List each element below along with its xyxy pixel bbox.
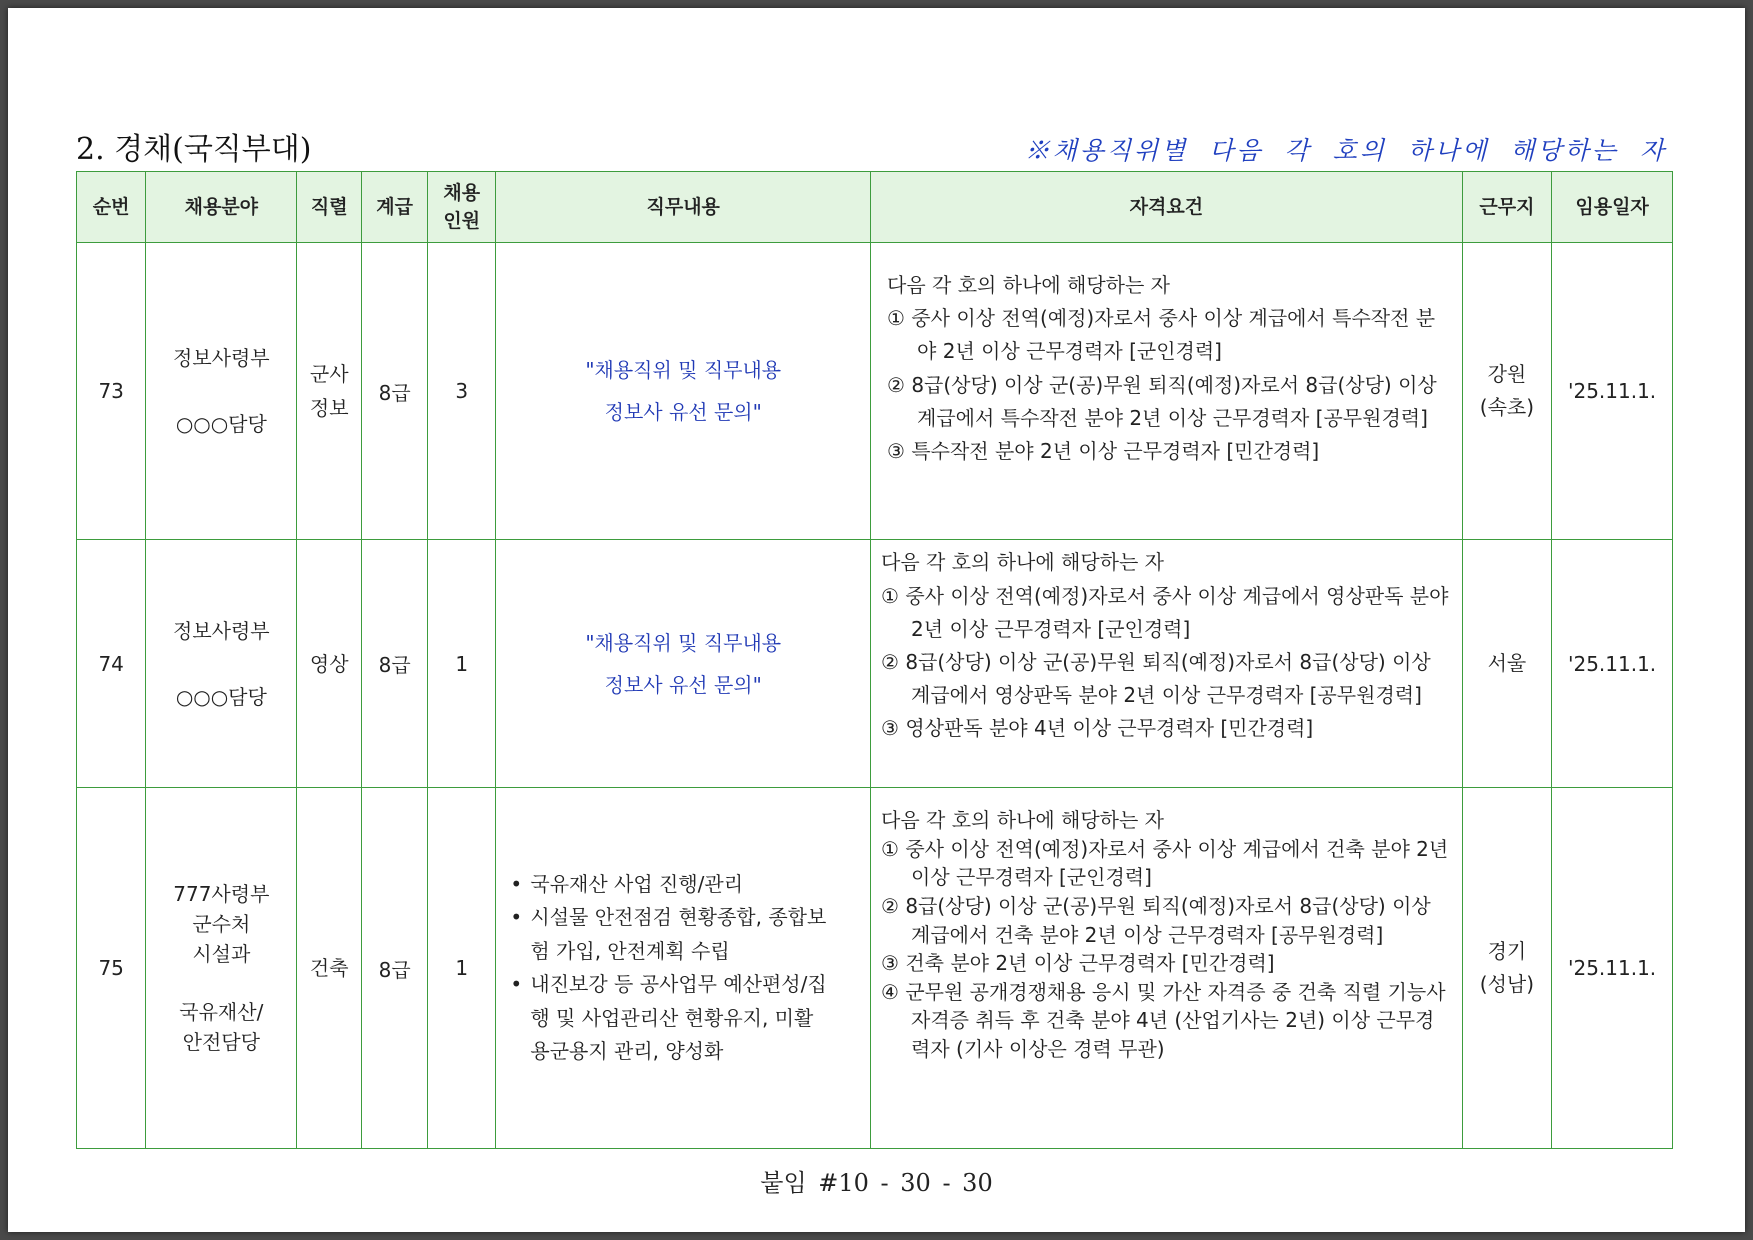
work-location: 강원 (속초) [1462, 243, 1551, 540]
table-row [77, 243, 1673, 540]
duties-quote: "채용직위 및 직무내용 [585, 358, 782, 383]
appointment-date: '25.11.1. [1552, 788, 1673, 1149]
qualifications [871, 788, 1463, 1149]
row-number: 75 [77, 788, 146, 1149]
field-line: 정보사령부 [173, 618, 270, 643]
grade: 8급 [362, 540, 428, 788]
header-cell: 계급 [362, 172, 428, 243]
table-row [77, 788, 1673, 1149]
qual-item: ② 8급(상당) 이상 군(공)무원 퇴직(예정)자로서 8급(상당) 이상 계급에서 건축 분야 2년 이상 근무경력자 [공무원경력] [881, 893, 1431, 947]
duties-quote: "채용직위 및 직무내용 [585, 630, 782, 655]
field-line: 시설과 [192, 942, 251, 967]
appointment-date: '25.11.1. [1552, 540, 1673, 788]
work-location: 서울 [1462, 540, 1551, 788]
field-line: 777사령부 [173, 882, 270, 907]
hire-count: 3 [428, 243, 496, 540]
eligibility-note: ※채용직위별 다음 각 호의 하나에 해당하는 자 [1024, 136, 1667, 165]
document-page [8, 8, 1745, 1232]
field-line: 국유재산/ [179, 1000, 264, 1025]
field-line: 군수처 [192, 912, 251, 937]
qual-item: ③ 영상판독 분야 4년 이상 근무경력자 [민간경력] [881, 716, 1314, 741]
list-item: • 내진보강 등 공사업무 예산편성/집행 및 사업관리산 현황유지, 미활용군용지 관리, 양성화 [508, 968, 870, 1069]
header-cell: 직렬 [297, 172, 362, 243]
duties [496, 243, 871, 540]
list-item: • 시설물 안전점검 현황종합, 종합보험 가입, 안전계획 수립 [508, 901, 870, 968]
row-number: 73 [77, 243, 146, 540]
qual-item: ② 8급(상당) 이상 군(공)무원 퇴직(예정)자로서 8급(상당) 이상 계급에서 영상판독 분야 2년 이상 근무경력자 [공무원경력] [881, 650, 1431, 708]
field-line: 정보사령부 [173, 346, 270, 371]
qual-item: ① 중사 이상 전역(예정)자로서 중사 이상 계급에서 특수작전 분야 2년 이상 근무경력자 [군인경력] [887, 306, 1436, 364]
qual-item: ③ 특수작전 분야 2년 이상 근무경력자 [민간경력] [887, 439, 1320, 464]
grade: 8급 [362, 788, 428, 1149]
job-series: 영상 [297, 540, 362, 788]
duties [496, 788, 871, 1149]
duties [496, 540, 871, 788]
recruit-field [146, 243, 297, 540]
quals-intro: 다음 각 호의 하나에 해당하는 자 [881, 550, 1164, 575]
recruit-field [146, 788, 297, 1149]
row-number: 74 [77, 540, 146, 788]
qual-item: ② 8급(상당) 이상 군(공)무원 퇴직(예정)자로서 8급(상당) 이상 계급에서 특수작전 분야 2년 이상 근무경력자 [공무원경력] [887, 372, 1437, 430]
qual-item: ④ 군무원 공개경쟁채용 응시 및 가산 자격증 중 건축 직렬 기능사 자격증 취득 후 건축 분야 4년 (산업기사는 2년) 이상 근무경력자 (기사 이상은 경력 무관) [881, 979, 1446, 1061]
header-cell: 채용 인원 [428, 172, 496, 243]
qualifications [871, 540, 1463, 788]
header-cell: 채용분야 [146, 172, 297, 243]
section-title: 2. 경채(국직부대) [76, 132, 312, 167]
qual-item: ③ 건축 분야 2년 이상 근무경력자 [민간경력] [881, 951, 1275, 976]
appointment-date: '25.11.1. [1552, 243, 1673, 540]
hire-count: 1 [428, 788, 496, 1149]
qualifications [871, 243, 1463, 540]
header-cell: 직무내용 [496, 172, 871, 243]
qual-item: ① 중사 이상 전역(예정)자로서 중사 이상 계급에서 건축 분야 2년 이상 근무경력자 [군인경력] [881, 836, 1449, 890]
header-cell: 임용일자 [1552, 172, 1673, 243]
work-location: 경기 (성남) [1462, 788, 1551, 1149]
job-series: 건축 [297, 788, 362, 1149]
field-line: 안전담당 [182, 1030, 260, 1055]
recruit-field [146, 540, 297, 788]
field-line: ○○○담당 [175, 684, 267, 709]
hire-count: 1 [428, 540, 496, 788]
header-cell: 근무지 [1462, 172, 1551, 243]
page-footer: 붙임 #10 - 30 - 30 [760, 1169, 993, 1197]
job-series: 군사 정보 [297, 243, 362, 540]
recruitment-table [76, 171, 1673, 1149]
quals-intro: 다음 각 호의 하나에 해당하는 자 [887, 273, 1170, 297]
duties-quote: 정보사 유선 문의" [604, 672, 762, 697]
duties-quote: 정보사 유선 문의" [604, 400, 762, 425]
field-line: ○○○담당 [175, 412, 267, 437]
duties-list [508, 868, 870, 1069]
table-header-row [77, 172, 1673, 243]
qual-item: ① 중사 이상 전역(예정)자로서 중사 이상 계급에서 영상판독 분야 2년 이상 근무경력자 [군인경력] [881, 583, 1449, 641]
quals-intro: 다음 각 호의 하나에 해당하는 자 [881, 808, 1164, 833]
header-cell: 순번 [77, 172, 146, 243]
list-item: • 국유재산 사업 진행/관리 [508, 868, 870, 902]
grade: 8급 [362, 243, 428, 540]
table-row [77, 540, 1673, 788]
header-cell: 자격요건 [871, 172, 1463, 243]
